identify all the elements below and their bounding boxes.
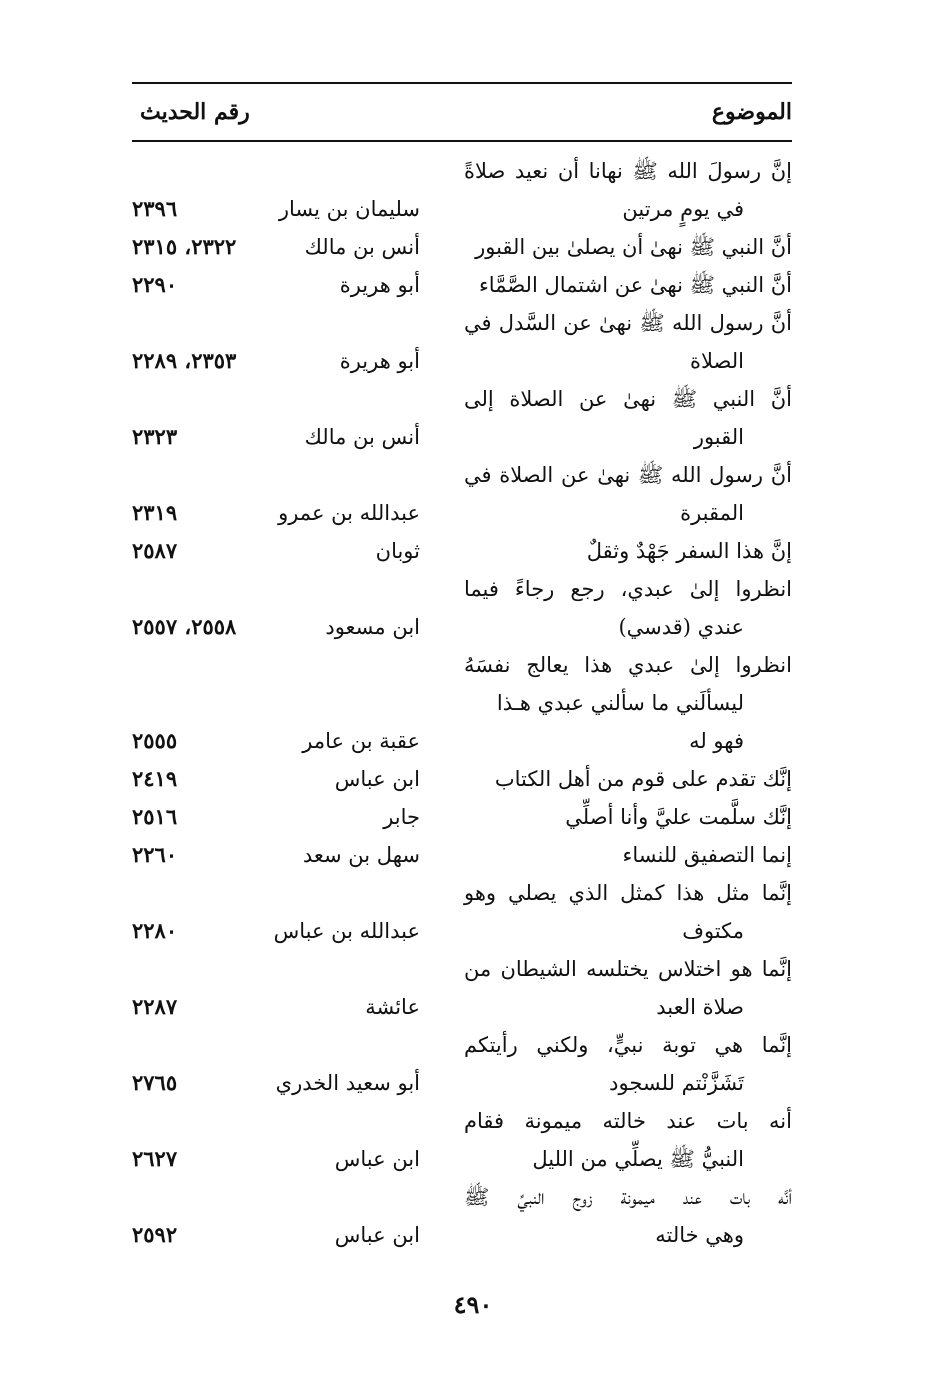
narrator-name: ثوبان [375,539,420,563]
topic-line: أنَّ النبي ﷺ نهىٰ أن يصلىٰ بين القبور [475,235,792,259]
topic-continuation-line: مكتوف [682,919,744,943]
narrator-name: سليمان بن يسار [278,197,420,221]
topic-continuation-line: صلاة العبد [656,995,744,1019]
topic-continuation-line: القبور [693,425,744,449]
index-row [132,874,792,950]
hadith-number: ٢٢٦٠ [132,842,178,867]
narrator-name: عبدالله بن عباس [273,919,420,943]
narrator-name: أبو سعيد الخدري [275,1071,420,1095]
index-row [132,798,792,836]
index-row [132,760,792,798]
hadith-number: ٢٢٨٧ [132,994,178,1019]
topic-text [464,874,792,950]
hadith-number: ٢٣٩٦ [132,196,178,221]
topic-line: إنما التصفيق للنساء [622,843,792,867]
topic-continuation-line: المقبرة [680,501,744,525]
topic-continuation-line: الصلاة [690,349,744,373]
hadith-number: ٢٥٨٧ [132,538,178,563]
topic-line: أنَّ رسول الله ﷺ نهىٰ عن الصلاة في [464,463,792,487]
narrator-name: عبدالله بن عمرو [278,501,420,525]
hadith-number: ٢٦٢٧ [132,1146,178,1171]
narrator-name: سهل بن سعد [302,843,420,867]
topic-text [464,1178,792,1254]
index-row [132,228,792,266]
narrator-name: عائشة [365,995,420,1019]
topic-text [464,228,792,266]
hadith-number: ٢٥١٦ [132,804,178,829]
index-page [132,82,792,1254]
topic-text [464,456,792,532]
hadith-number: ٢٣٥٣، ٢٢٨٩ [132,348,237,373]
hadith-number: ٢٣٢٢، ٢٣١٥ [132,234,237,259]
topic-text [464,152,792,228]
topic-line: انظروا إلىٰ عبدي هذا يعالج نفسَهُ [464,653,792,677]
index-rows [132,152,792,1254]
index-row [132,1178,792,1254]
index-row [132,1026,792,1102]
index-row [132,646,792,760]
topic-line: انظروا إلىٰ عبدي، رجع رجاءً فيما [464,577,792,601]
topic-line: إنَّك سلَّمت عليَّ وأنا أصلِّي [565,805,792,829]
index-row [132,456,792,532]
topic-text [464,532,792,570]
topic-line: أنَّ النبي ﷺ نهىٰ عن الصلاة إلى [464,387,792,411]
hadith-number: ٢٢٨٠ [132,918,178,943]
hadith-number: ٢٤١٩ [132,766,178,791]
narrator-name: عقبة بن عامر [302,729,420,753]
table-header [132,84,792,140]
topic-continuation-line: فهو له [689,729,744,753]
topic-continuation-line: ليسألَني ما سألني عبدي هـذا [496,691,744,715]
narrator-name: ابن عباس [334,1147,420,1171]
topic-line: إنَّما هو اختلاس يختلسه الشيطان من [464,957,792,981]
topic-line: إنَّ رسولَ الله ﷺ نهانا أن نعيد صلاةً [464,159,792,183]
narrator-name: ابن عباس [334,767,420,791]
topic-text [464,760,792,798]
topic-text [464,646,792,760]
topic-text [464,1026,792,1102]
header-rule [132,140,792,142]
topic-column-header: الموضوع [711,99,792,125]
topic-text [464,1102,792,1178]
topic-text [464,950,792,1026]
index-row [132,532,792,570]
narrator-name: أنس بن مالك [304,235,420,259]
topic-line: إنَّك تقدم على قوم من أهل الكتاب [494,767,792,791]
narrator-name: أنس بن مالك [304,425,420,449]
topic-line: أنَّ النبي ﷺ نهىٰ عن اشتمال الصَّمَّاء [478,273,792,297]
narrator-name: أبو هريرة [339,349,420,373]
topic-text [464,836,792,874]
hadith-number: ٢٥٩٢ [132,1222,178,1247]
index-row [132,836,792,874]
topic-continuation-line: عندي (قدسي) [618,615,744,639]
index-row [132,950,792,1026]
hadith-number: ٢٥٥٨، ٢٥٥٧ [132,614,237,639]
topic-line: إنَّما هي توبة نبيٍّ، ولكني رأيتكم [464,1033,792,1057]
index-row [132,152,792,228]
hadith-number: ٢٥٥٥ [132,728,178,753]
topic-text [464,266,792,304]
topic-line: إنَّما مثل هذا كمثل الذي يصلي وهو [464,881,792,905]
narrator-name: ابن مسعود [325,615,420,639]
topic-line: إنَّ هذا السفر جَهْدٌ وثقلٌ [586,539,792,563]
index-row [132,1102,792,1178]
topic-continuation-line: وهي خالته [655,1223,744,1247]
topic-text [464,304,792,380]
hadith-number: ٢٧٦٥ [132,1070,178,1095]
index-row [132,380,792,456]
topic-continuation-line: تَشَزَّنْتم للسجود [609,1071,744,1095]
index-row [132,570,792,646]
topic-line: أنَّه بات عند ميمونة زوج النبيِّ ﷺ [464,1185,792,1209]
topic-text [464,380,792,456]
topic-text [464,798,792,836]
hadith-number: ٢٢٩٠ [132,272,178,297]
topic-text [464,570,792,646]
hadith-number: ٢٣٢٣ [132,424,178,449]
hadith-number: ٢٣١٩ [132,500,178,525]
index-row [132,266,792,304]
topic-line: أنه بات عند خالته ميمونة فقام [464,1109,792,1133]
topic-continuation-line: في يومٍ مرتين [622,197,744,221]
index-row [132,304,792,380]
narrator-name: أبو هريرة [339,273,420,297]
topic-continuation-line: النبيُّ ﷺ يصلِّي من الليل [532,1147,744,1171]
topic-line: أنَّ رسول الله ﷺ نهىٰ عن السَّدل في [464,311,792,335]
narrator-name: ابن عباس [334,1223,420,1247]
number-column-header: رقم الحديث [140,99,250,125]
narrator-name: جابر [383,805,420,829]
page-number: ٤٩٠ [453,1290,493,1319]
